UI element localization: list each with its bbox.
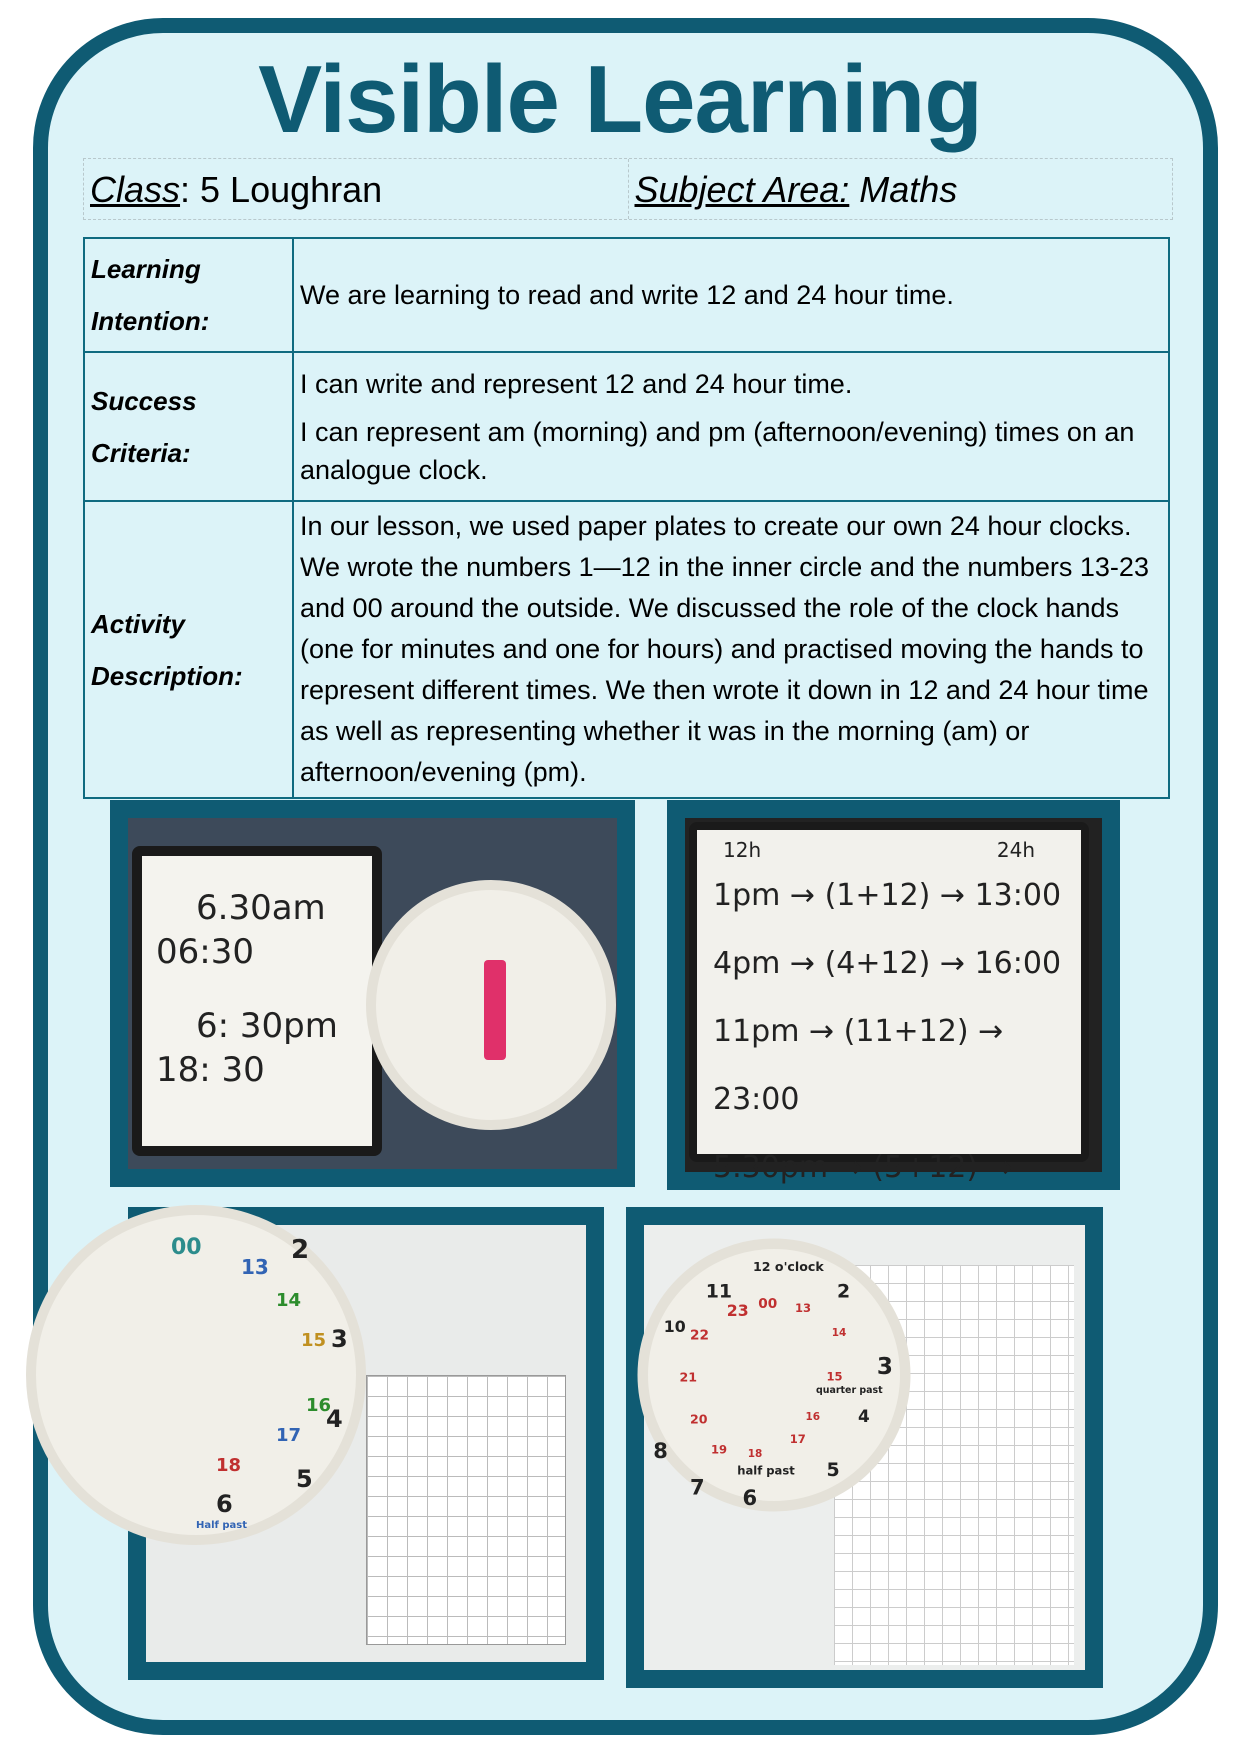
page-title: Visible Learning bbox=[258, 46, 982, 153]
table-row bbox=[84, 238, 1169, 352]
photo-clock-worksheet bbox=[128, 1207, 604, 1680]
row-text: I can write and represent 12 and 24 hour time. I can represent am (morning) and pm (afternoon/evening) times on an analogue clock. bbox=[293, 352, 1169, 501]
learning-table bbox=[83, 237, 1170, 799]
class-field: Class: 5 Loughran bbox=[90, 169, 383, 210]
photo-clock-quarter-past bbox=[626, 1207, 1103, 1688]
row-heading: Activity Description: bbox=[84, 501, 293, 798]
paper-plate-clock: 12 o'clock 11 23 00 13 2 10 22 14 3 21 15 quarter past 20 16 4 19 18 17 half past 5 8 7 6 bbox=[638, 1239, 911, 1512]
table-row bbox=[84, 501, 1169, 798]
paper-plate-clock bbox=[366, 880, 616, 1130]
row-heading: Success Criteria: bbox=[84, 352, 293, 501]
paper-plate-clock: 00 13 2 14 15 3 16 17 4 18 5 6 Half past bbox=[26, 1205, 366, 1545]
photo-conversion-whiteboard: 12h 24h 1pm → (1+12) → 13:00 4pm → (4+12) → 16:00 11pm → (11+12) → 23:00 5.30pm → (5+12) → bbox=[667, 800, 1120, 1190]
class-subject-row bbox=[83, 158, 1173, 220]
row-text: We are learning to read and write 12 and 24 hour time. bbox=[293, 238, 1169, 352]
row-text: In our lesson, we used paper plates to create our own 24 hour clocks. We wrote the numbers 1—12 in the inner circle and the numbers 13-23 and 00 around the outside. We discussed the role of the clock hands (one for minutes and one for hours) and practised moving the hands to represent different times. We then wrote it down in 12 and 24 hour time as well as representing whether it was in the morning (am) or afternoon/evening (pm). bbox=[293, 501, 1169, 798]
subject-field: Subject Area: Maths bbox=[628, 159, 1173, 219]
table-row bbox=[84, 352, 1169, 501]
photo-whiteboard-clock: 6.30am 06:30 6: 30pm 18: 30 bbox=[110, 800, 635, 1187]
row-heading: Learning Intention: bbox=[84, 238, 293, 352]
